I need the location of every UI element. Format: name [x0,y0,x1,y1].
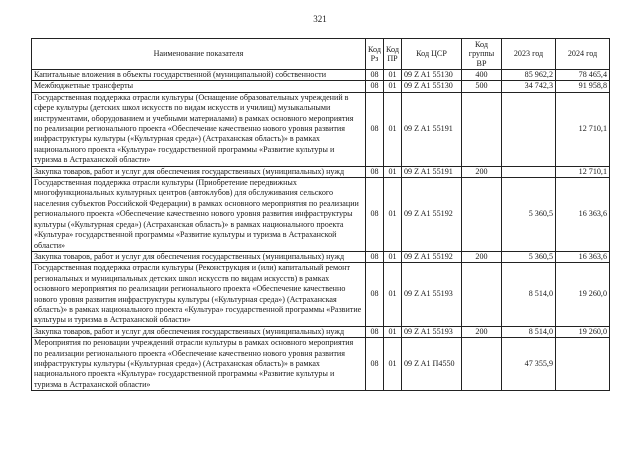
table-header-row [32,39,610,70]
table-row [32,166,610,177]
row-rz: 08 [366,81,384,92]
row-csr: 09 Z A1 55130 [402,81,462,92]
row-name: Закупка товаров, работ и услуг для обеспечения государственных (муниципальных) нужд [32,166,366,177]
page-number: 321 [313,14,327,24]
row-2024: 12 710,1 [556,92,610,166]
row-pr: 01 [384,338,402,391]
row-name: Мероприятия по реновации учреждений отрасли культуры в рамках основного мероприятия по реализации регионального проекта «Обеспечение качественно нового уровня развития инфраструктуры культуры («Культурная среда») (Астраханская область)» в рамках национального проекта «Культура» государственной программы «Развитие культуры и туризма в Астраханской области» [32,338,366,391]
row-csr: 09 Z A1 55191 [402,92,462,166]
row-2023: 34 742,3 [502,81,556,92]
budget-table [31,38,610,391]
header-2024: 2024 год [556,39,610,70]
row-2023 [502,92,556,166]
table-row [32,326,610,337]
row-pr: 01 [384,166,402,177]
row-name: Закупка товаров, работ и услуг для обеспечения государственных (муниципальных) нужд [32,326,366,337]
row-2024: 19 260,0 [556,263,610,326]
row-2024 [556,338,610,391]
row-rz: 08 [366,326,384,337]
row-name: Закупка товаров, работ и услуг для обеспечения государственных (муниципальных) нужд [32,251,366,262]
row-rz: 08 [366,70,384,81]
row-2023: 8 514,0 [502,326,556,337]
row-2024: 78 465,4 [556,70,610,81]
row-csr: 09 Z A1 55192 [402,178,462,252]
header-name: Наименование показателя [32,39,366,70]
row-pr: 01 [384,92,402,166]
row-pr: 01 [384,263,402,326]
table-row [32,81,610,92]
row-csr: 09 Z A1 55193 [402,326,462,337]
row-2024: 19 260,0 [556,326,610,337]
row-csr: 09 Z A1 П4550 [402,338,462,391]
row-csr: 09 Z A1 55193 [402,263,462,326]
row-2023: 85 962,2 [502,70,556,81]
header-2023: 2023 год [502,39,556,70]
row-vr: 200 [462,251,502,262]
row-pr: 01 [384,178,402,252]
row-name: Государственная поддержка отрасли культуры (Реконструкция и (или) капитальный ремонт региональных и муниципальных детских школ искусств по видам искусств) в рамках основного мероприятия по реализации регионального проекта «Обеспечение качественно нового уровня развития инфраструктуры культуры («Культурная среда») (Астраханская область)» в рамках национального проекта «Культура» государственной программы «Развитие культуры и туризма в Астраханской области» [32,263,366,326]
row-rz: 08 [366,338,384,391]
row-pr: 01 [384,326,402,337]
header-csr: Код ЦСР [402,39,462,70]
row-2023: 5 360,5 [502,251,556,262]
table-row [32,263,610,326]
row-pr: 01 [384,251,402,262]
row-vr [462,338,502,391]
row-csr: 09 Z A1 55191 [402,166,462,177]
row-vr [462,263,502,326]
row-2024: 12 710,1 [556,166,610,177]
row-vr [462,92,502,166]
header-vr: Код группы ВР [462,39,502,70]
row-vr: 200 [462,166,502,177]
row-name: Капитальные вложения в объекты государственной (муниципальной) собственности [32,70,366,81]
row-rz: 08 [366,251,384,262]
row-2023 [502,166,556,177]
row-rz: 08 [366,263,384,326]
row-rz: 08 [366,92,384,166]
row-pr: 01 [384,70,402,81]
table-row [32,178,610,252]
row-vr [462,178,502,252]
header-pr: Код ПР [384,39,402,70]
row-2023: 5 360,5 [502,178,556,252]
row-2024: 91 958,8 [556,81,610,92]
row-vr: 200 [462,326,502,337]
row-2024: 16 363,6 [556,251,610,262]
row-csr: 09 Z A1 55192 [402,251,462,262]
row-vr: 400 [462,70,502,81]
row-name: Государственная поддержка отрасли культуры (Оснащение образовательных учреждений в сфере культуры (детских школ искусств по видам искусств и училищ) музыкальными инструментами, оборудованием и учебными материалами) в рамках основного мероприятия по реализации регионального проекта «Обеспечение качественно нового уровня развития инфраструктуры культуры («Культурная среда») (Астраханская область)» в рамках национального проекта «Культура» государственной программы «Развитие культуры и туризма в Астраханской области» [32,92,366,166]
row-pr: 01 [384,81,402,92]
row-rz: 08 [366,178,384,252]
row-2023: 8 514,0 [502,263,556,326]
row-name: Государственная поддержка отрасли культуры (Приобретение передвижных многофункциональных культурных центров (автоклубов) для обслуживания сельского населения субъектов Российской Федерации) в рамках основного мероприятия по реализации регионального проекта «Обеспечение качественно нового уровня развития инфраструктуры культуры («Культурная среда») (Астраханская область)» в рамках национального проекта «Культура» государственной программы «Развитие культуры и туризма в Астраханской области» [32,178,366,252]
table-row [32,251,610,262]
table-row [32,70,610,81]
row-csr: 09 Z A1 55130 [402,70,462,81]
row-2024: 16 363,6 [556,178,610,252]
header-rz: Код Рз [366,39,384,70]
row-2023: 47 355,9 [502,338,556,391]
table-row [32,338,610,391]
row-rz: 08 [366,166,384,177]
table-row [32,92,610,166]
row-name: Межбюджетные трансферты [32,81,366,92]
row-vr: 500 [462,81,502,92]
